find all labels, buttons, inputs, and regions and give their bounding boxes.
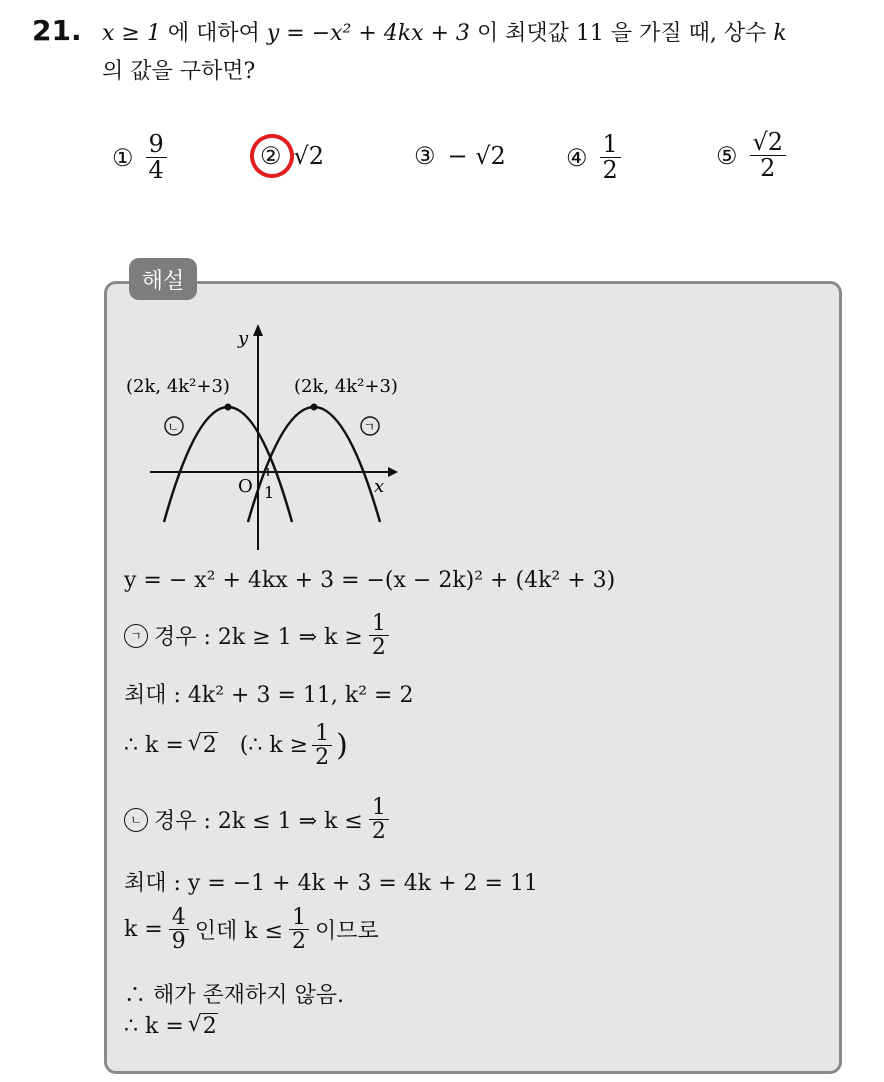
constant-k: k	[773, 21, 787, 46]
y-axis-arrow	[253, 324, 263, 336]
case-b-fraction	[369, 796, 389, 843]
numerator: 1	[312, 722, 332, 746]
option-1-fraction	[146, 132, 167, 183]
x-axis-arrow	[388, 467, 398, 477]
vertex-left-dot	[225, 404, 232, 411]
solution-line-6: 최대 : y = −1 + 4k + 3 = 4k + 2 = 11	[124, 871, 538, 896]
sqrt-two: √ 2	[187, 731, 217, 759]
solution-line-8: ∴ 해가 존재하지 않음.	[124, 983, 344, 1008]
x-label: x	[374, 476, 385, 497]
option-3-value: − √2	[447, 142, 506, 170]
condition-math: x ≥ 1	[102, 21, 161, 46]
option-marker: ②	[260, 142, 282, 170]
numerator: 1	[289, 906, 309, 930]
option-marker: ③	[414, 142, 436, 170]
radicand: 2	[202, 733, 217, 759]
option-marker: ①	[112, 143, 134, 172]
paren-open-text: (∴ k ≥	[239, 733, 309, 759]
solution-line-5	[124, 796, 389, 843]
vertex-right-label: (2k, 4k²+3)	[294, 376, 398, 397]
therefore-text: 이므로	[315, 919, 379, 945]
option-marker: ⑤	[716, 141, 738, 170]
option-1[interactable]	[112, 132, 167, 183]
option-4-fraction	[600, 132, 621, 183]
numerator: 1	[600, 132, 621, 158]
parabola-right	[248, 407, 380, 522]
solution-line-1: y = − x² + 4kx + 3 = −(x − 2k)² + (4k² + 3)	[124, 568, 616, 593]
condition-text: 에 대하여	[167, 21, 260, 46]
origin-label: O	[238, 476, 253, 497]
y-label: y	[238, 328, 249, 349]
function-math: y = −x² + 4kx + 3	[266, 21, 470, 46]
numerator: 1	[369, 612, 389, 636]
numerator: √2	[750, 130, 787, 156]
question-line-2: 의 값을 구하면?	[102, 59, 256, 84]
paren-close: )	[336, 728, 348, 764]
final-k: ∴ k =	[124, 1014, 184, 1039]
denominator: 9	[171, 929, 186, 955]
denominator: 2	[315, 745, 330, 771]
vertex-right-dot	[311, 404, 318, 411]
option-5[interactable]	[716, 130, 786, 181]
option-5-fraction	[750, 130, 787, 181]
radicand: 2	[202, 1014, 217, 1039]
case-b-text: 경우 : 2k ≤ 1 ⇒ k ≤	[154, 809, 363, 835]
denominator: 2	[371, 819, 386, 845]
case-a-tag: ㄱ	[124, 624, 148, 648]
solution-line-7	[124, 906, 379, 953]
denominator: 2	[760, 154, 776, 183]
solution-tab: 해설	[129, 258, 197, 300]
question-text: 이 최댓값 11 을 가질 때, 상수	[476, 21, 767, 46]
solution-line-9	[124, 1014, 218, 1039]
numerator: 4	[169, 906, 189, 930]
denominator: 2	[371, 635, 386, 661]
option-4[interactable]	[566, 132, 621, 183]
option-2[interactable]	[260, 142, 324, 170]
final-sqrt-two: √ 2	[187, 1012, 217, 1039]
option-marker: ④	[566, 143, 588, 172]
case-b-tag: ㄴ	[124, 808, 148, 832]
solution-line-4	[124, 722, 348, 769]
numerator: 9	[146, 132, 167, 158]
therefore-k: ∴ k =	[124, 733, 184, 759]
denominator: 2	[292, 929, 307, 955]
k-value-fraction	[169, 906, 189, 953]
option-3[interactable]	[414, 142, 506, 170]
option-2-value: √2	[293, 142, 325, 170]
k-equals: k =	[124, 917, 163, 943]
curve-left-tag: ㄴ	[167, 420, 180, 434]
but-text: 인데 k ≤	[194, 919, 284, 945]
solution-line-2	[124, 612, 389, 659]
solution-line-3: 최대 : 4k² + 3 = 11, k² = 2	[124, 683, 414, 708]
curve-right-tag: ㄱ	[363, 420, 376, 434]
question-line-1	[102, 16, 787, 47]
denominator: 4	[148, 156, 164, 185]
question-number: 21.	[32, 14, 82, 47]
parabola-graph	[120, 318, 420, 558]
numerator: 1	[369, 796, 389, 820]
case-a-fraction	[369, 612, 389, 659]
one-label: 1	[264, 483, 275, 502]
case-a-text: 경우 : 2k ≥ 1 ⇒ k ≥	[154, 625, 363, 651]
condition-fraction	[312, 722, 332, 769]
denominator: 2	[602, 156, 618, 185]
vertex-left-label: (2k, 4k²+3)	[126, 376, 230, 397]
bound-fraction	[289, 906, 309, 953]
